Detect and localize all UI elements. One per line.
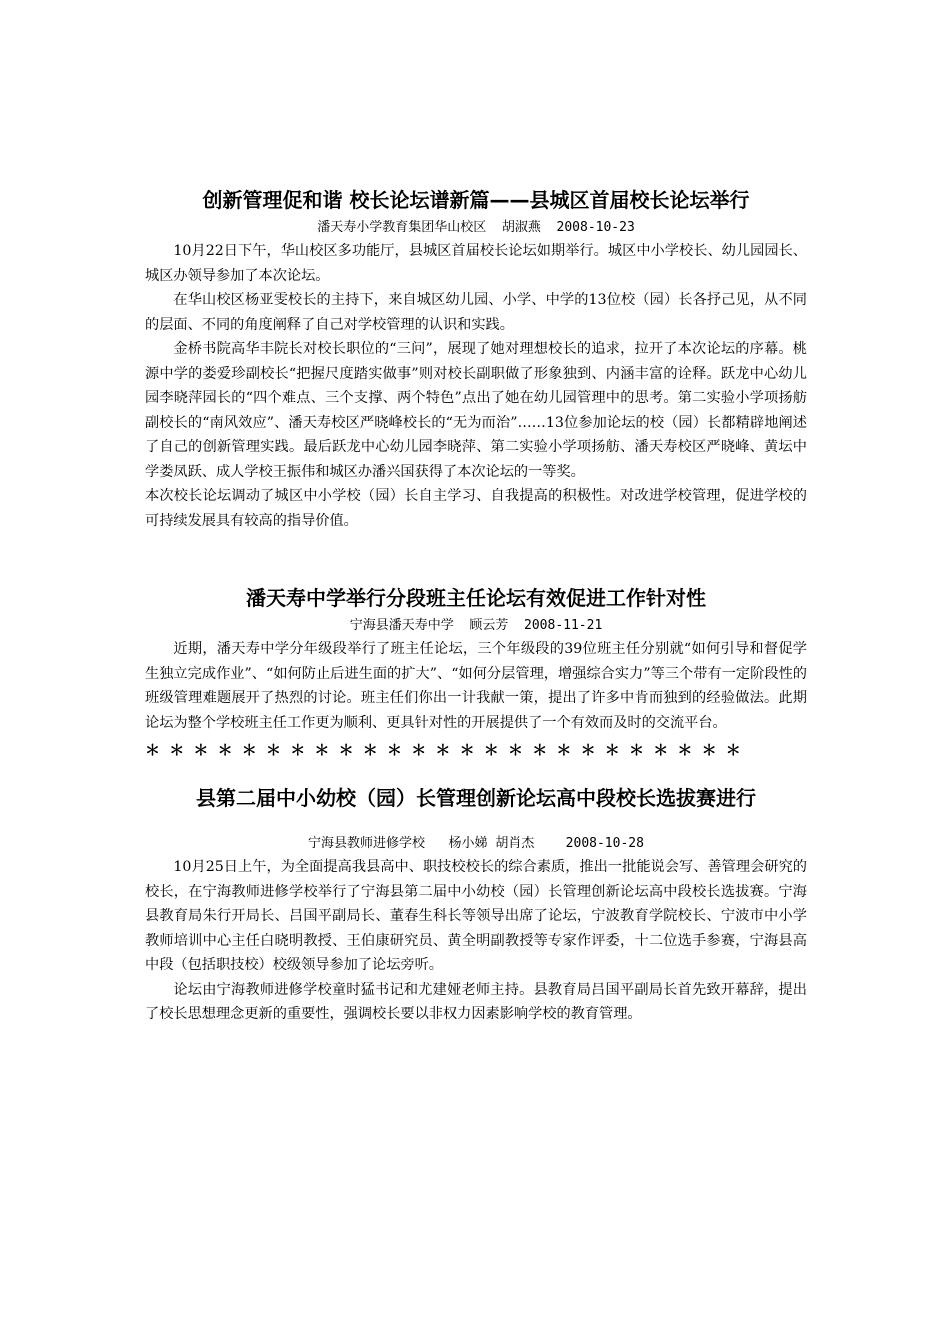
article-2-byline: 宁海县潘天寿中学 顾云芳 2008-11-21 (349, 618, 603, 633)
article-1 (145, 185, 807, 533)
article-1-paragraph-1: 10月22日下午，华山校区多功能厅，县城区首届校长论坛如期举行。城区中小学校长、幼儿园园长、城区办领导参加了本次论坛。 (145, 243, 807, 284)
article-1-paragraph-2: 在华山校区杨亚雯校长的主持下，来自城区幼儿园、小学、中学的13位校（园）长各抒己见，从不同的层面、不同的角度阐释了自己对学校管理的认识和实践。 (145, 292, 807, 333)
article-3-title: 县第二届中小幼校（园）长管理创新论坛高中段校长选拔赛进行 (196, 786, 756, 810)
star-separator: ＊＊＊＊＊＊＊＊＊＊＊＊＊＊＊＊＊＊＊＊＊＊＊＊＊ (145, 741, 751, 759)
article-2-title: 潘天寿中学举行分段班主任论坛有效促进工作针对性 (246, 586, 706, 610)
article-3 (145, 783, 807, 1027)
article-1-byline: 潘天寿小学教育集团华山校区 胡淑燕 2008-10-23 (317, 220, 635, 235)
article-2-paragraph-1: 近期，潘天寿中学分年级段举行了班主任论坛，三个年级段的39位班主任分别就“如何引导和督促学生独立完成作业”、“如何防止后进生面的扩大”、“如何分层管理，增强综合实力”等三个带有一定阶段性的班级管理难题展开了热烈的讨论。班主任们你出一计我献一策，提出了许多中肯而独到的经验做法。此期论坛为整个学校班主任工作更为顺利、更具针对性的开展提供了一个有效而及时的交流平台。 (145, 641, 807, 731)
article-3-paragraph-2: 论坛由宁海教师进修学校童时猛书记和尤建娅老师主持。县教育局吕国平副局长首先致开幕辞，提出了校长思想理念更新的重要性，强调校长要以非权力因素影响学校的教育管理。 (145, 981, 807, 1022)
article-3-byline: 宁海县教师进修学校 杨小娣 胡肖杰 2008-10-28 (308, 836, 644, 851)
article-1-paragraph-4: 本次校长论坛调动了城区中小学校（园）长自主学习、自我提高的积极性。对改进学校管理，促进学校的可持续发展具有较高的指导价值。 (145, 488, 807, 529)
document-page (145, 185, 807, 1027)
article-2 (145, 583, 807, 735)
article-1-title: 创新管理促和谐 校长论坛谱新篇——县城区首届校长论坛举行 (202, 188, 750, 212)
article-1-paragraph-3: 金桥书院高华丰院长对校长职位的“三问”，展现了她对理想校长的追求，拉开了本次论坛的序幕。桃源中学的娄爱珍副校长“把握尺度踏实做事”则对校长副职做了形象独到、内涵丰富的诠释。跃龙中心幼儿园李晓萍园长的“四个难点、三个支撑、两个特色”点出了她在幼儿园管理中的思考。第二实验小学项扬舫副校长的“南风效应”、潘天寿校区严晓峰校长的“无为而治”……13位参加论坛的校（园）长都精辟地阐述了自己的创新管理实践。最后跃龙中心幼儿园李晓萍、第二实验小学项扬舫、潘天寿校区严晓峰、黄坛中学娄凤跃、成人学校王振伟和城区办潘兴国获得了本次论坛的一等奖。 (145, 341, 807, 480)
article-3-paragraph-1: 10月25日上午，为全面提高我县高中、职技校校长的综合素质，推出一批能说会写、善管理会研究的校长，在宁海教师进修学校举行了宁海县第二届中小幼校（园）长管理创新论坛高中段校长选拔赛。宁海县教育局朱行开局长、吕国平副局长、董春生科长等领导出席了论坛，宁波教育学院校长、宁波市中小学教师培训中心主任白晓明教授、王伯康研究员、黄全明副教授等专家作评委，十二位选手参赛，宁海县高中段（包括职技校）校级领导参加了论坛旁听。 (145, 859, 807, 973)
